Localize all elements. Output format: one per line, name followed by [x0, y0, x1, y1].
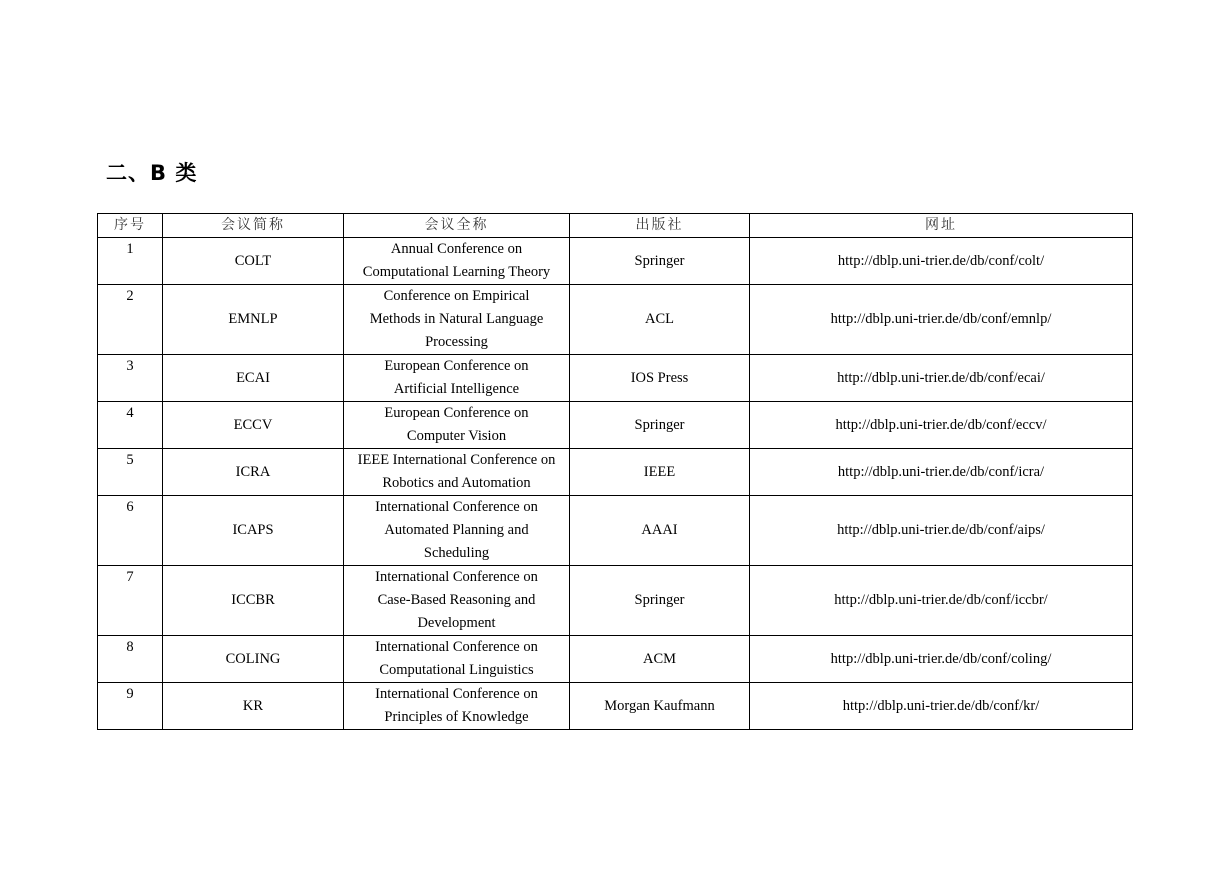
- table-row: [98, 355, 1133, 402]
- cell-number: 4: [98, 402, 163, 449]
- full-name-line: Annual Conference on: [390, 241, 523, 257]
- cell-number: 1: [98, 238, 163, 285]
- cell-url: http://dblp.uni-trier.de/db/conf/ecai/: [750, 355, 1133, 402]
- table-row: [98, 636, 1133, 683]
- full-name-line: Computational Learning Theory: [362, 264, 551, 280]
- table-row: [98, 683, 1133, 730]
- cell-publisher: Springer: [570, 402, 750, 449]
- header-publisher: 出版社: [570, 214, 750, 238]
- cell-full-name: [344, 496, 570, 566]
- header-abbr: 会议简称: [163, 214, 344, 238]
- cell-number: 6: [98, 496, 163, 566]
- cell-publisher: AAAI: [570, 496, 750, 566]
- cell-full-name: [344, 449, 570, 496]
- cell-publisher: IEEE: [570, 449, 750, 496]
- cell-url: http://dblp.uni-trier.de/db/conf/eccv/: [750, 402, 1133, 449]
- cell-url: http://dblp.uni-trier.de/db/conf/icra/: [750, 449, 1133, 496]
- table-row: [98, 449, 1133, 496]
- full-name-line: Principles of Knowledge: [384, 709, 529, 725]
- cell-url: http://dblp.uni-trier.de/db/conf/kr/: [750, 683, 1133, 730]
- table-body: [98, 238, 1133, 730]
- cell-full-name: [344, 285, 570, 355]
- full-name-line: Development: [417, 615, 496, 631]
- full-name-line: European Conference on: [384, 405, 529, 421]
- full-name-line: Robotics and Automation: [382, 475, 531, 491]
- cell-publisher: IOS Press: [570, 355, 750, 402]
- cell-abbreviation: COLT: [163, 238, 344, 285]
- cell-number: 2: [98, 285, 163, 355]
- cell-number: 7: [98, 566, 163, 636]
- full-name-line: Computer Vision: [406, 428, 507, 444]
- full-name-line: International Conference on: [375, 686, 538, 702]
- section-title: 二、B 类: [106, 161, 198, 185]
- full-name-line: International Conference on: [375, 569, 538, 585]
- cell-full-name: [344, 355, 570, 402]
- table-row: [98, 402, 1133, 449]
- conference-table: [97, 213, 1133, 730]
- cell-abbreviation: COLING: [163, 636, 344, 683]
- full-name-line: Methods in Natural Language: [369, 311, 544, 327]
- full-name-line: Processing: [425, 334, 488, 350]
- full-name-line: Case-Based Reasoning and: [377, 592, 536, 608]
- cell-abbreviation: EMNLP: [163, 285, 344, 355]
- full-name-line: Artificial Intelligence: [393, 381, 520, 397]
- cell-full-name: [344, 566, 570, 636]
- full-name-line: International Conference on: [375, 499, 538, 515]
- cell-publisher: Morgan Kaufmann: [570, 683, 750, 730]
- cell-url: http://dblp.uni-trier.de/db/conf/coling/: [750, 636, 1133, 683]
- table-row: [98, 285, 1133, 355]
- table-row: [98, 496, 1133, 566]
- cell-full-name: [344, 402, 570, 449]
- header-no: 序号: [98, 214, 163, 238]
- cell-number: 9: [98, 683, 163, 730]
- cell-publisher: ACL: [570, 285, 750, 355]
- cell-number: 8: [98, 636, 163, 683]
- full-name-line: Automated Planning and: [384, 522, 529, 538]
- cell-url: http://dblp.uni-trier.de/db/conf/iccbr/: [750, 566, 1133, 636]
- full-name-line: Scheduling: [423, 545, 490, 561]
- cell-publisher: Springer: [570, 566, 750, 636]
- cell-number: 5: [98, 449, 163, 496]
- cell-abbreviation: ICAPS: [163, 496, 344, 566]
- full-name-line: Conference on Empirical: [383, 288, 530, 304]
- cell-abbreviation: ICRA: [163, 449, 344, 496]
- cell-url: http://dblp.uni-trier.de/db/conf/colt/: [750, 238, 1133, 285]
- header-full-name: 会议全称: [344, 214, 570, 238]
- cell-abbreviation: ECAI: [163, 355, 344, 402]
- full-name-line: European Conference on: [384, 358, 529, 374]
- cell-abbreviation: ECCV: [163, 402, 344, 449]
- cell-url: http://dblp.uni-trier.de/db/conf/emnlp/: [750, 285, 1133, 355]
- cell-number: 3: [98, 355, 163, 402]
- header-url: 网址: [750, 214, 1133, 238]
- table-header-row: [98, 214, 1133, 238]
- full-name-line: Computational Linguistics: [379, 662, 534, 678]
- full-name-line: IEEE International Conference on: [357, 452, 556, 468]
- cell-abbreviation: ICCBR: [163, 566, 344, 636]
- cell-full-name: [344, 238, 570, 285]
- table-row: [98, 566, 1133, 636]
- cell-full-name: [344, 636, 570, 683]
- cell-publisher: Springer: [570, 238, 750, 285]
- cell-full-name: [344, 683, 570, 730]
- full-name-line: International Conference on: [375, 639, 538, 655]
- cell-publisher: ACM: [570, 636, 750, 683]
- table-row: [98, 238, 1133, 285]
- cell-abbreviation: KR: [163, 683, 344, 730]
- cell-url: http://dblp.uni-trier.de/db/conf/aips/: [750, 496, 1133, 566]
